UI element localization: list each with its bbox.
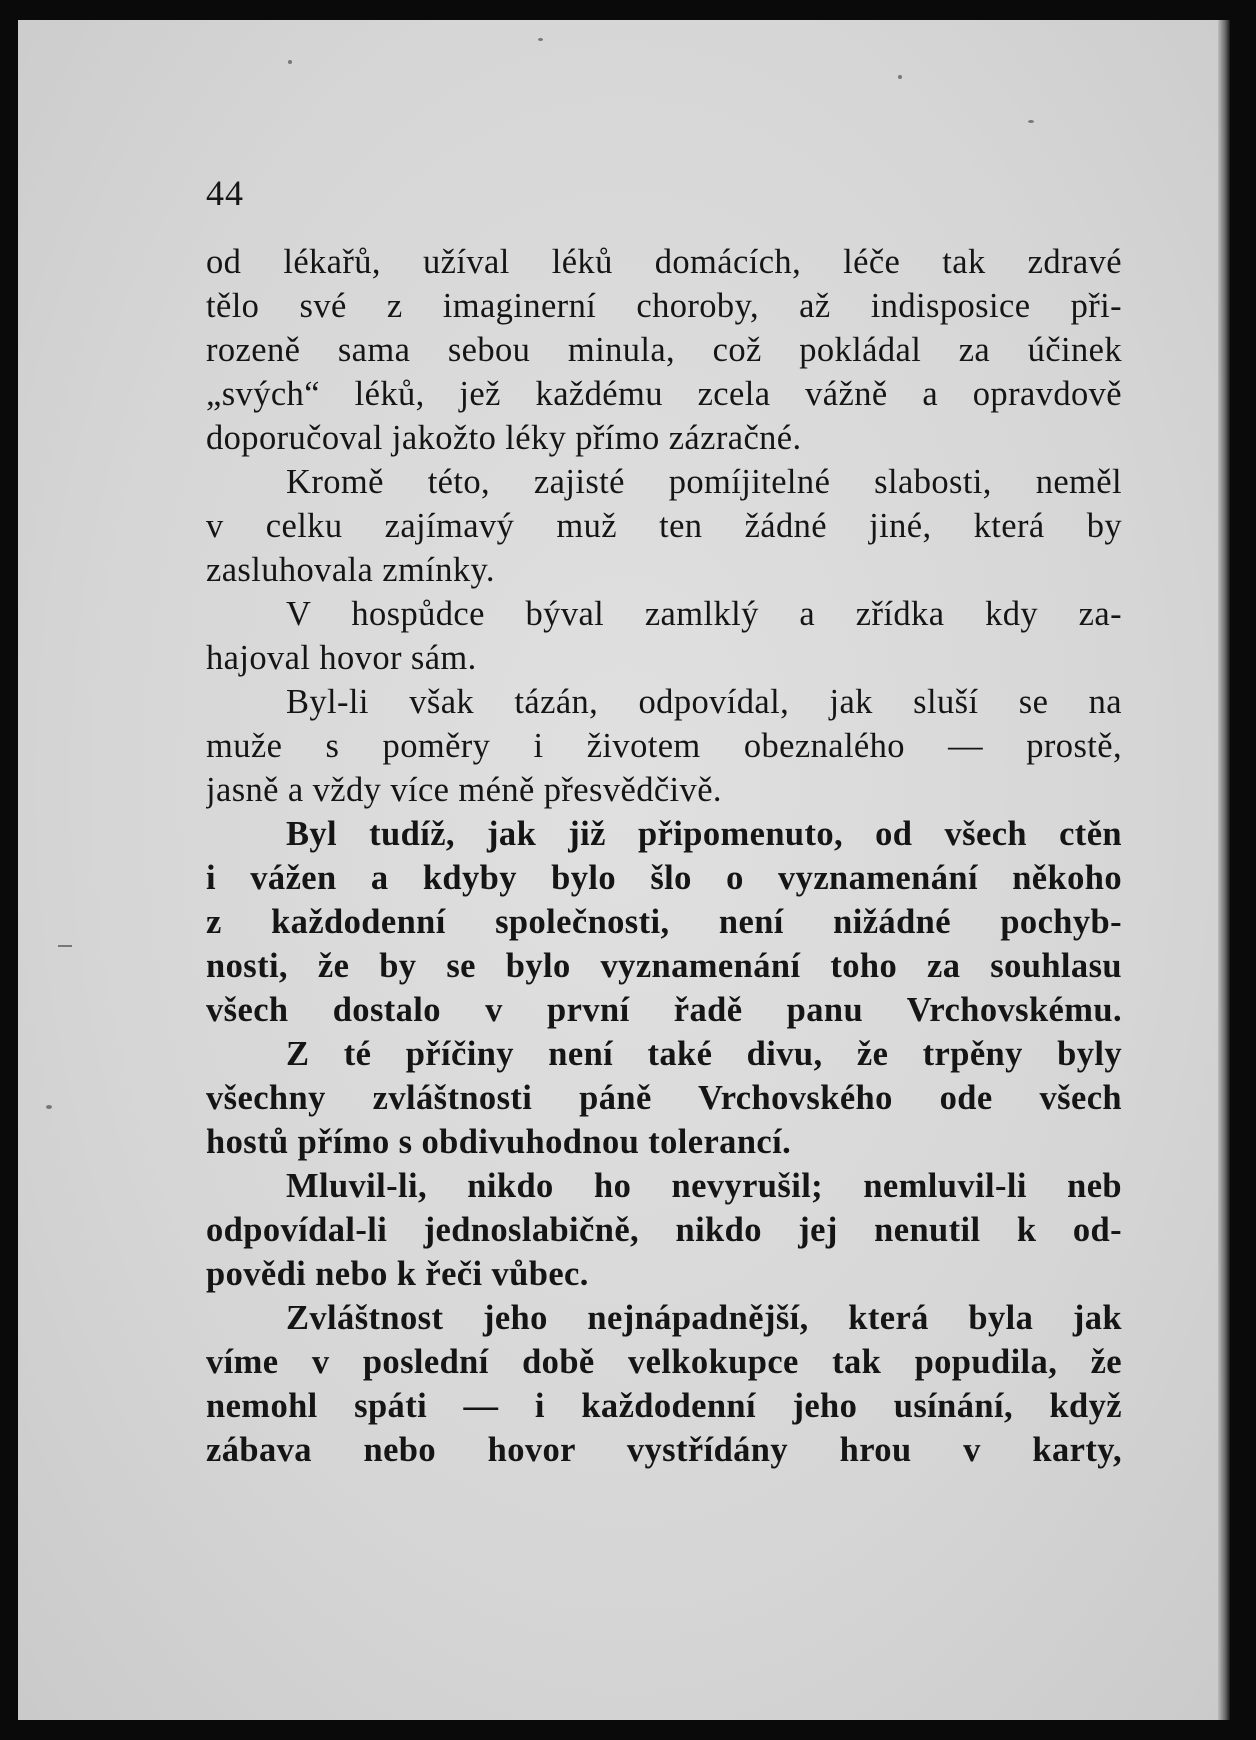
text-line: z každodenní společnosti, není nižádné pochyb-	[206, 903, 1122, 941]
text-line: zábava nebo hovor vystřídány hrou v karty,	[206, 1431, 1122, 1469]
text-line: Zvláštnost jeho nejnápadnější, která byla jak	[286, 1299, 1122, 1337]
text-line: rozeně sama sebou minula, což pokládal za účinek	[206, 331, 1122, 369]
text-line: Kromě této, zajisté pomíjitelné slabosti, neměl	[286, 463, 1122, 501]
text-line: v celku zajímavý muž ten žádné jiné, která by	[206, 507, 1122, 545]
text-line: tělo své z imaginerní choroby, až indisposice při-	[206, 287, 1122, 325]
page-edge-shadow	[1218, 20, 1230, 1720]
text-line: nosti, že by se bylo vyznamenání toho za souhlasu	[206, 947, 1122, 985]
text-line: doporučoval jakožto léky přímo zázračné.	[206, 419, 802, 457]
text-line: muže s poměry i životem obeznalého — prostě,	[206, 727, 1122, 765]
print-speck	[58, 945, 72, 947]
text-line: nemohl spáti — i každodenní jeho usínání, když	[206, 1387, 1122, 1425]
text-line: V hospůdce býval zamlklý a zřídka kdy za-	[286, 595, 1122, 633]
text-line: hostů přímo s obdivuhodnou tolerancí.	[206, 1123, 792, 1161]
text-line: i vážen a kdyby bylo šlo o vyznamenání někoho	[206, 859, 1122, 897]
text-line: povědi nebo k řeči vůbec.	[206, 1255, 589, 1293]
text-line: „svých“ léků, jež každému zcela vážně a opravdově	[206, 375, 1122, 413]
text-line: Byl-li však tázán, odpovídal, jak sluší se na	[286, 683, 1122, 721]
text-line: jasně a vždy více méně přesvědčivě.	[206, 771, 722, 809]
text-line: víme v poslední době velkokupce tak popudila, že	[206, 1343, 1122, 1381]
text-line: všechny zvláštnosti páně Vrchovského ode všech	[206, 1079, 1122, 1117]
text-line: Z té příčiny není také divu, že trpěny byly	[286, 1035, 1122, 1073]
text-line: od lékařů, užíval léků domácích, léče tak zdravé	[206, 243, 1122, 281]
print-speck	[46, 1105, 52, 1109]
print-speck	[1028, 120, 1034, 123]
text-line: odpovídal-li jednoslabičně, nikdo jej nenutil k od-	[206, 1211, 1122, 1249]
text-line: hajoval hovor sám.	[206, 639, 477, 677]
page-number: 44	[206, 173, 244, 213]
text-line: všech dostalo v první řadě panu Vrchovskému.	[206, 991, 1122, 1029]
body-text	[206, 240, 1122, 1472]
text-line: zasluhovala zmínky.	[206, 551, 495, 589]
print-speck	[538, 38, 543, 41]
text-line: Byl tudíž, jak již připomenuto, od všech ctěn	[286, 815, 1122, 853]
print-speck	[288, 60, 292, 64]
text-line: Mluvil-li, nikdo ho nevyrušil; nemluvil-li neb	[286, 1167, 1122, 1205]
print-speck	[898, 75, 902, 79]
